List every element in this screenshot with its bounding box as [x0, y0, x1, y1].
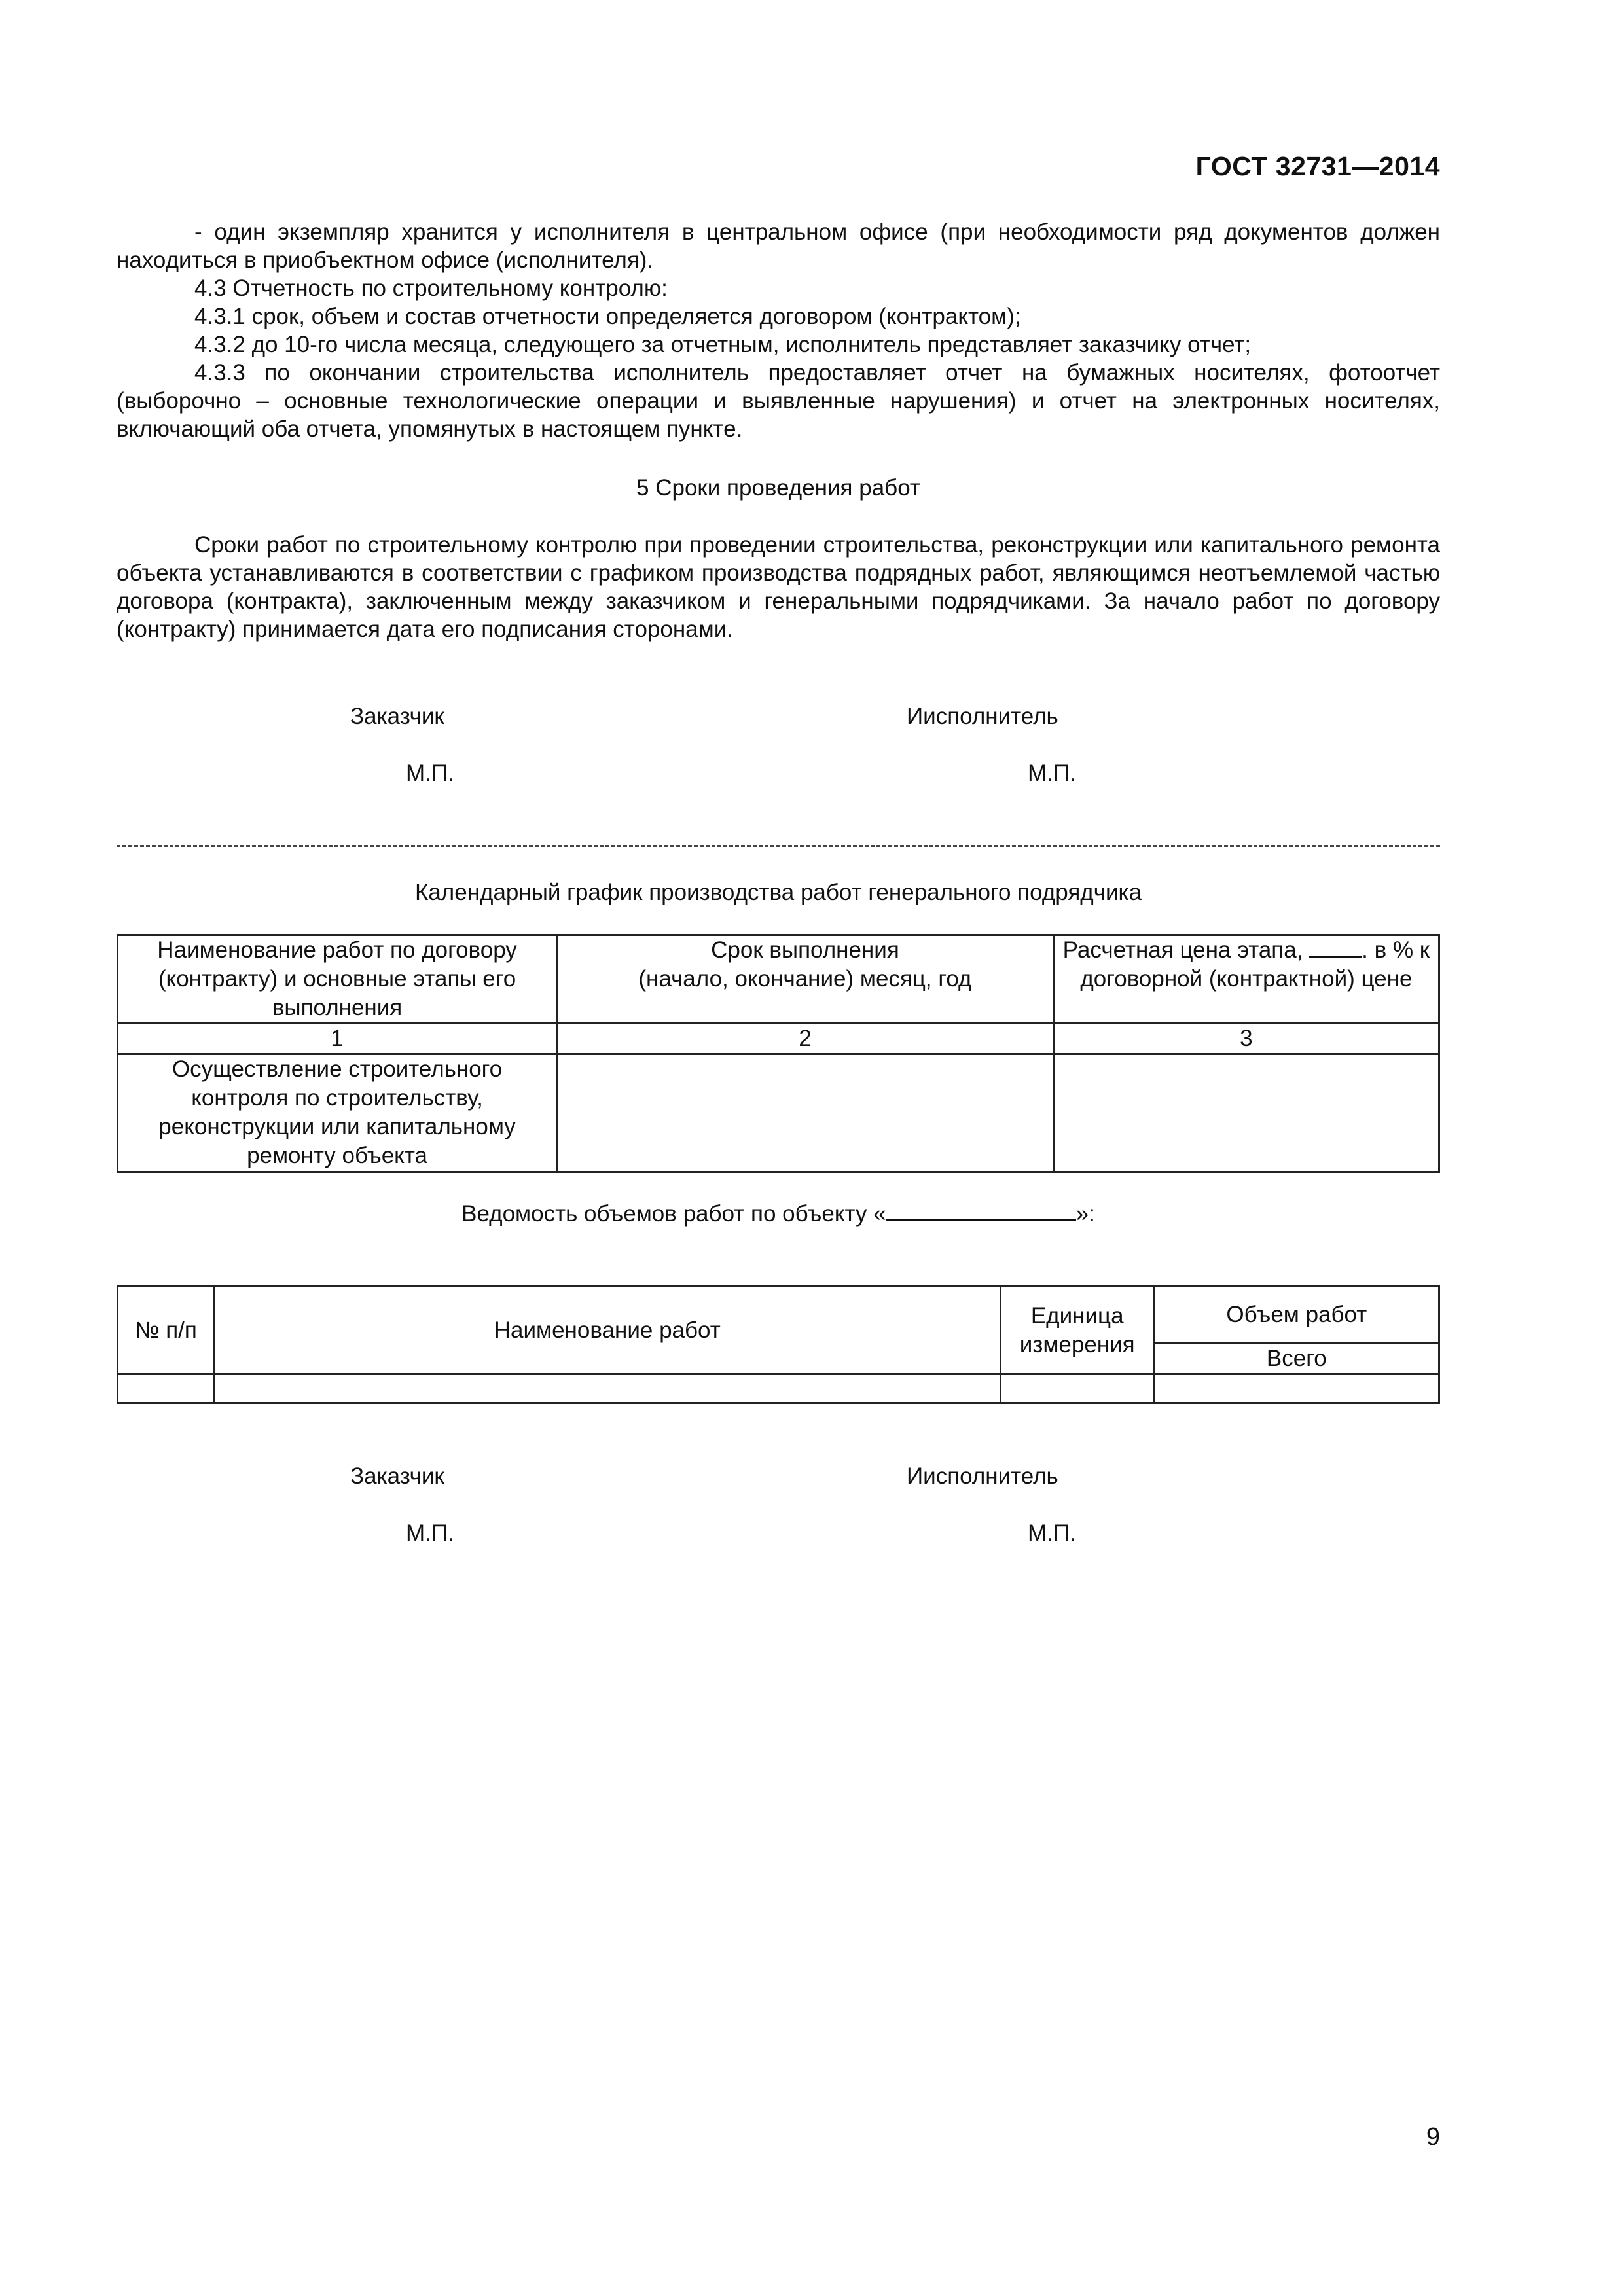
volumes-empty-row	[118, 1374, 1439, 1403]
volumes-col-unit: Единица измерения	[1000, 1287, 1154, 1374]
schedule-num-1: 1	[118, 1024, 557, 1054]
schedule-data-row	[118, 1054, 1439, 1172]
contractor-stamp-label-2: М.П.	[1028, 1520, 1076, 1546]
volumes-cell-unit	[1000, 1374, 1154, 1403]
document-id: ГОСТ 32731—2014	[1195, 151, 1440, 181]
volumes-title	[117, 1200, 1440, 1228]
volumes-table	[117, 1285, 1440, 1404]
schedule-title: Календарный график производства работ генерального подрядчика	[414, 880, 1142, 905]
volumes-header-row	[118, 1287, 1439, 1344]
schedule-row-price	[1053, 1054, 1439, 1172]
volumes-col-volume: Объем работ	[1154, 1287, 1439, 1344]
contractor-stamp-label: М.П.	[1028, 761, 1076, 786]
schedule-col-term	[557, 935, 1054, 1024]
section-5-body	[117, 531, 1440, 643]
intro-section	[117, 218, 1440, 443]
volumes-col-total: Всего	[1154, 1344, 1439, 1374]
volumes-cell-name	[214, 1374, 1000, 1403]
page-number: 9	[1426, 2123, 1440, 2151]
volumes-title-text: Ведомость объемов работ по объекту «	[461, 1201, 886, 1227]
dashed-separator	[117, 845, 1440, 847]
customer-stamp-label: М.П.	[406, 761, 454, 786]
schedule-col-price	[1053, 935, 1439, 1024]
price-blank-line	[1309, 956, 1362, 958]
schedule-header-row	[118, 935, 1439, 1024]
contractor-label: Иисполнитель	[907, 704, 1058, 729]
contractor-label-2: Иисполнитель	[907, 1463, 1058, 1489]
object-name-blank	[886, 1219, 1076, 1221]
schedule-col-price-text: Расчетная цена этапа,	[1062, 937, 1310, 963]
volumes-cell-number	[118, 1374, 215, 1403]
clause-4-3-1: 4.3.1 срок, объем и состав отчетности определяется договором (контрактом);	[194, 304, 1021, 329]
clause-4-3-2: 4.3.2 до 10-го числа месяца, следующего за отчетным, исполнитель представляет заказчику отчет;	[194, 332, 1252, 357]
schedule-col-price-text-end: . в % к договорной (контрактной) цене	[1080, 937, 1430, 992]
volumes-col-name: Наименование работ	[214, 1287, 1000, 1374]
section-5-heading: 5 Сроки проведения работ	[636, 475, 920, 501]
schedule-number-row	[118, 1024, 1439, 1054]
schedule-num-3: 3	[1053, 1024, 1439, 1054]
clause-4-3: 4.3 Отчетность по строительному контролю:	[194, 276, 668, 301]
customer-stamp-label-2: М.П.	[406, 1520, 454, 1546]
schedule-row-work: Осуществление строительного контроля по строительству, реконструкции или капитальному ремонту объекта	[118, 1054, 557, 1172]
volumes-col-number: № п/п	[118, 1287, 215, 1374]
volumes-cell-total	[1154, 1374, 1439, 1403]
schedule-num-2: 2	[557, 1024, 1054, 1054]
schedule-col-term-line2: (начало, окончание) месяц, год	[638, 966, 972, 992]
schedule-col-term-line1: Срок выполнения	[711, 937, 899, 963]
volumes-title-end: »:	[1075, 1201, 1095, 1227]
customer-label-2: Заказчик	[350, 1463, 444, 1489]
schedule-row-term	[557, 1054, 1054, 1172]
customer-label: Заказчик	[350, 704, 444, 729]
section-5-paragraph: Сроки работ по строительному контролю при проведении строительства, реконструкции или капитального ремонта объекта устанавливаются в соответствии с графиком производства подрядных работ, являющимся неотъемлемой частью договора (контракта), заключенным между заказчиком и генеральными подрядчиками. За начало работ по договору (контракту) принимается дата его подписания сторонами.	[117, 532, 1440, 642]
schedule-col-work-name: Наименование работ по договору (контракту) и основные этапы его выполнения	[118, 935, 557, 1024]
intro-paragraph-copy: - один экземпляр хранится у исполнителя в центральном офисе (при необходимости ряд документов должен находиться в приобъектном офисе (исполнителя).	[117, 219, 1440, 273]
clause-4-3-3: 4.3.3 по окончании строительства исполнитель предоставляет отчет на бумажных носителях, фотоотчет (выборочно – основные технологические операции и выявленные нарушения) и отчет на электронных носителях, включающий оба отчета, упомянутых в настоящем пункте.	[117, 360, 1440, 442]
schedule-table	[117, 934, 1440, 1173]
